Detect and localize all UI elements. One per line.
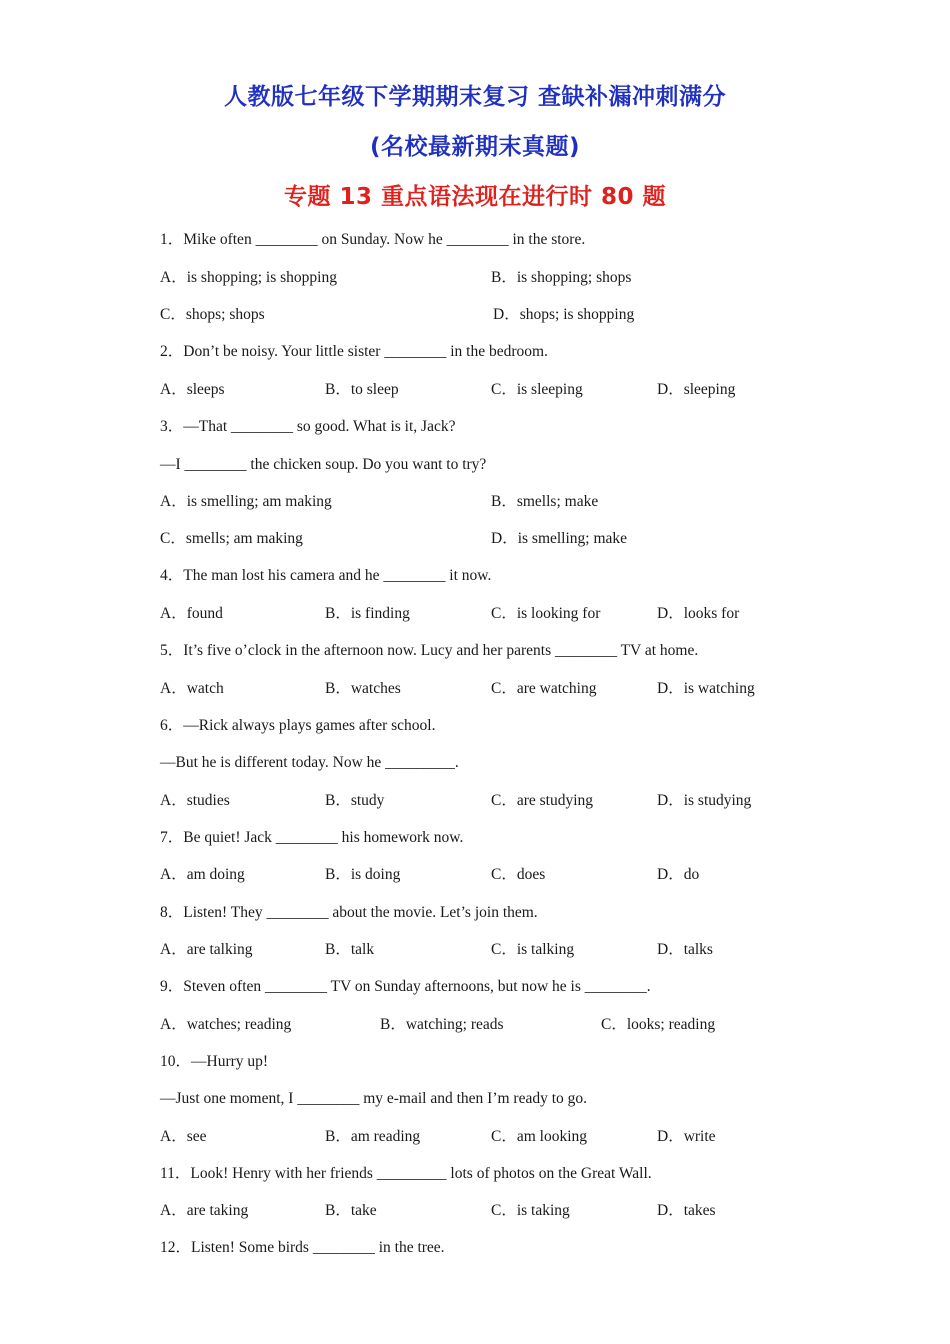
question-stem: 3．—That ________ so good. What is it, Jack? xyxy=(160,418,456,435)
question-stem: —But he is different today. Now he _________. xyxy=(160,754,459,771)
answer-option: C．is sleeping xyxy=(491,381,583,398)
question-stem: 8．Listen! They ________ about the movie. Let’s join them. xyxy=(160,904,538,921)
question-stem: —Just one moment, I ________ my e-mail and then I’m ready to go. xyxy=(160,1090,588,1107)
answer-option: C．am looking xyxy=(491,1128,588,1145)
question-stem: —I ________ the chicken soup. Do you want to try? xyxy=(160,456,487,473)
question-stem: 6．—Rick always plays games after school. xyxy=(160,717,436,734)
question-stem: 11．Look! Henry with her friends _________ lots of photos on the Great Wall. xyxy=(160,1165,652,1182)
question-stem: 4．The man lost his camera and he ________ it now. xyxy=(160,567,492,584)
answer-option: D．sleeping xyxy=(657,381,736,398)
answer-option: C．is looking for xyxy=(491,605,601,622)
answer-option: A．watch xyxy=(160,680,224,697)
answer-option: D．talks xyxy=(657,941,713,958)
answer-option: B．to sleep xyxy=(325,381,399,398)
question-stem: 2．Don’t be noisy. Your little sister ________ in the bedroom. xyxy=(160,343,548,360)
answer-option: C．shops; shops xyxy=(160,306,265,323)
answer-option: A．found xyxy=(160,605,223,622)
answer-option: D．takes xyxy=(657,1202,716,1219)
document-title: 人教版七年级下学期期末复习 查缺补漏冲刺满分 xyxy=(223,84,726,110)
answer-option: C．smells; am making xyxy=(160,530,303,547)
answer-option: A．is shopping; is shopping xyxy=(160,269,337,286)
answer-option: C．are studying xyxy=(491,792,594,809)
question-stem: 1．Mike often ________ on Sunday. Now he ________ in the store. xyxy=(160,231,586,248)
answer-option: B．smells; make xyxy=(491,493,599,510)
answer-option: D．do xyxy=(657,866,700,883)
answer-option: C．is taking xyxy=(491,1202,570,1219)
answer-option: C．is talking xyxy=(491,941,575,958)
question-stem: 7．Be quiet! Jack ________ his homework now. xyxy=(160,829,464,846)
answer-option: D．is smelling; make xyxy=(491,530,628,547)
answer-option: A．is smelling; am making xyxy=(160,493,332,510)
answer-option: A．am doing xyxy=(160,866,245,883)
answer-option: B．is doing xyxy=(325,866,401,883)
answer-option: B．watches xyxy=(325,680,401,697)
answer-option: C．does xyxy=(491,866,546,883)
topic-heading: 专题 13 重点语法现在进行时 80 题 xyxy=(283,184,667,210)
answer-option: A．see xyxy=(160,1128,207,1145)
answer-option: A．sleeps xyxy=(160,381,225,398)
answer-option: A．are taking xyxy=(160,1202,249,1219)
answer-option: D．write xyxy=(657,1128,716,1145)
answer-option: A．are talking xyxy=(160,941,253,958)
answer-option: C．looks; reading xyxy=(601,1016,716,1033)
answer-option: B．take xyxy=(325,1202,377,1219)
answer-option: B．is shopping; shops xyxy=(491,269,632,286)
answer-option: B．am reading xyxy=(325,1128,421,1145)
answer-option: A．watches; reading xyxy=(160,1016,292,1033)
answer-option: D．shops; is shopping xyxy=(493,306,635,323)
question-stem: 12．Listen! Some birds ________ in the tree. xyxy=(160,1239,445,1256)
question-stem: 5．It’s five o’clock in the afternoon now. Lucy and her parents ________ TV at home. xyxy=(160,642,699,659)
answer-option: B．study xyxy=(325,792,385,809)
answer-option: B．watching; reads xyxy=(380,1016,504,1033)
answer-option: C．are watching xyxy=(491,680,597,697)
answer-option: A．studies xyxy=(160,792,230,809)
answer-option: D．looks for xyxy=(657,605,740,622)
answer-option: B．is finding xyxy=(325,605,410,622)
question-stem: 10．—Hurry up! xyxy=(160,1053,269,1070)
question-stem: 9．Steven often ________ TV on Sunday afternoons, but now he is ________. xyxy=(160,978,651,995)
document-subtitle: (名校最新期末真题) xyxy=(369,134,581,160)
answer-option: B．talk xyxy=(325,941,375,958)
answer-option: D．is watching xyxy=(657,680,755,697)
answer-option: D．is studying xyxy=(657,792,752,809)
